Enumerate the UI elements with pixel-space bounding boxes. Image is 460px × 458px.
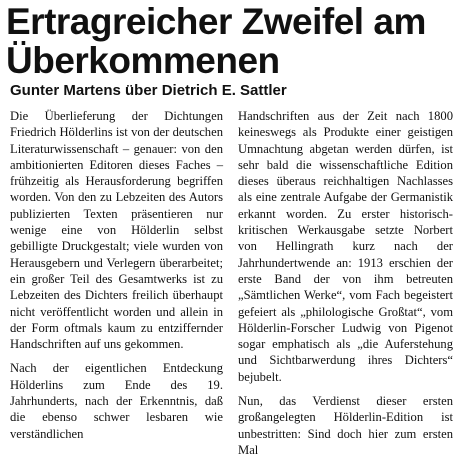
article-subheadline: Gunter Martens über Dietrich E. Sattler: [10, 82, 287, 99]
article-paragraph: Nach der eigentlichen Entdeckung Hölderlins zum Ende des 19. Jahrhunderts, nach der Erkenntnis, daß die ebenso schwer lesbaren wie verständlichen: [10, 361, 223, 441]
article-paragraph: Nun, das Verdienst dieser ersten großangelegten Hölderlin-Edition ist unbestritten: Sind doch hier zum ersten Mal: [238, 394, 453, 457]
article-paragraph: Handschriften aus der Zeit nach 1800 keineswegs als Produkte einer geistigen Umnachtung abgetan werden dürfen, ist sehr bald die wissenschaftliche Edition dieses überaus reichhaltigen Nachlasses als eine zentrale Aufgabe der Germanistik erkannt worden. Zu erster historisch-kritischen Werkausgabe setzte Norbert von Hellingrath kurz nach der Jahrhundertwende an: 1913 erschien der erste Band der von ihm betreuten „Sämtlichen Werke“, vom Fach begeistert gefeiert als „philologische Großtat“, vom Hölderlin-Forscher Ludwig von Pigenot sogar emphatisch als „die Auferstehung und Sichtbarwerdung ihres Dichters“ bejubelt.: [238, 109, 453, 384]
article-paragraph: Die Überlieferung der Dichtungen Friedrich Hölderlins ist von der deutschen Literaturwissenschaft – genauer: von den ambitionierten Editoren dieses Faches – frühzeitig als Herausforderung begriffen worden. Von den zu Lebzeiten des Autors publizierten Texten präsentieren nur wenige eine von Hölderlin selbst gebilligte Druckgestalt; viele wurden von Herausgebern und Verlegern überarbeitet; ein großer Teil des Gesamtwerks ist zu Lebzeiten des Dichters freilich überhaupt nicht veröffentlicht worden und allein in der Form oftmals kaum zu entziffernder Handschriften auf uns gekommen.: [10, 109, 223, 352]
article-column-left: [10, 108, 223, 442]
article-headline: Ertragreicher Zweifel am Überkommenen: [6, 1, 426, 81]
article-column-right: [238, 108, 453, 458]
